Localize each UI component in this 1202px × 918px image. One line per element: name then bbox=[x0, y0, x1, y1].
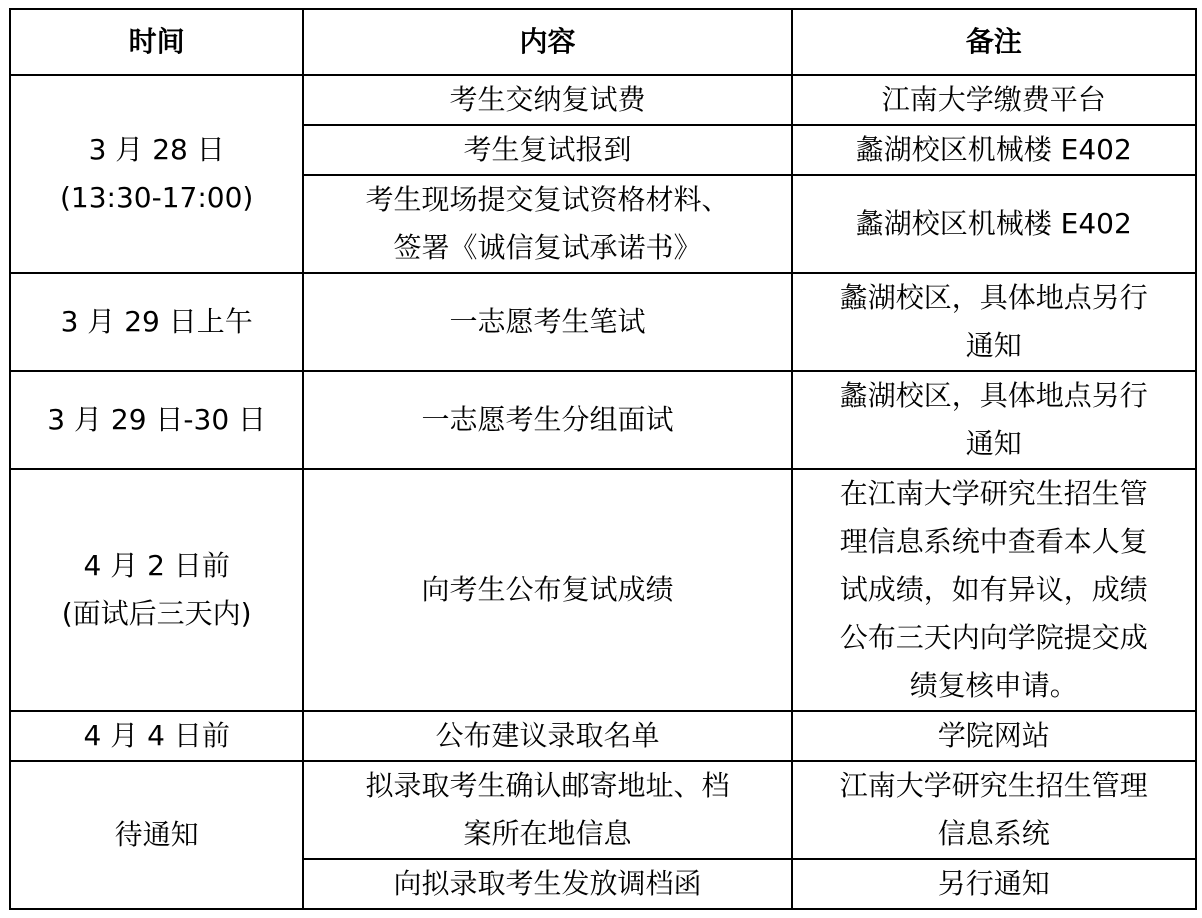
header-time: 时间 bbox=[10, 9, 303, 75]
table-row bbox=[10, 711, 1196, 761]
note-cell: 江南大学缴费平台 bbox=[792, 75, 1196, 125]
content-cell: 考生复试报到 bbox=[303, 125, 791, 175]
note-cell: 蠡湖校区机械楼 E402 bbox=[792, 125, 1196, 175]
content-cell: 考生现场提交复试资格材料、 签署《诚信复试承诺书》 bbox=[303, 175, 791, 273]
time-cell: 待通知 bbox=[10, 761, 303, 909]
time-cell: 3 月 29 日-30 日 bbox=[10, 371, 303, 469]
schedule-table bbox=[9, 8, 1197, 910]
header-note: 备注 bbox=[792, 9, 1196, 75]
note-cell: 蠡湖校区机械楼 E402 bbox=[792, 175, 1196, 273]
table-row bbox=[10, 761, 1196, 859]
note-cell: 另行通知 bbox=[792, 859, 1196, 909]
time-cell: 4 月 4 日前 bbox=[10, 711, 303, 761]
table-row bbox=[10, 273, 1196, 371]
table-row bbox=[10, 469, 1196, 711]
header-content: 内容 bbox=[303, 9, 791, 75]
content-cell: 向拟录取考生发放调档函 bbox=[303, 859, 791, 909]
note-cell: 江南大学研究生招生管理 信息系统 bbox=[792, 761, 1196, 859]
content-cell: 公布建议录取名单 bbox=[303, 711, 791, 761]
time-cell: 3 月 29 日上午 bbox=[10, 273, 303, 371]
table-header-row bbox=[10, 9, 1196, 75]
table-row bbox=[10, 75, 1196, 125]
content-cell: 一志愿考生笔试 bbox=[303, 273, 791, 371]
note-cell: 学院网站 bbox=[792, 711, 1196, 761]
time-cell: 3 月 28 日 (13:30-17:00) bbox=[10, 75, 303, 273]
content-cell: 拟录取考生确认邮寄地址、档 案所在地信息 bbox=[303, 761, 791, 859]
note-cell: 在江南大学研究生招生管 理信息系统中查看本人复 试成绩，如有异议，成绩 公布三天内向学院提交成 绩复核申请。 bbox=[792, 469, 1196, 711]
content-cell: 一志愿考生分组面试 bbox=[303, 371, 791, 469]
time-cell: 4 月 2 日前 (面试后三天内) bbox=[10, 469, 303, 711]
note-cell: 蠡湖校区，具体地点另行 通知 bbox=[792, 371, 1196, 469]
content-cell: 考生交纳复试费 bbox=[303, 75, 791, 125]
content-cell: 向考生公布复试成绩 bbox=[303, 469, 791, 711]
table-row bbox=[10, 371, 1196, 469]
note-cell: 蠡湖校区，具体地点另行 通知 bbox=[792, 273, 1196, 371]
